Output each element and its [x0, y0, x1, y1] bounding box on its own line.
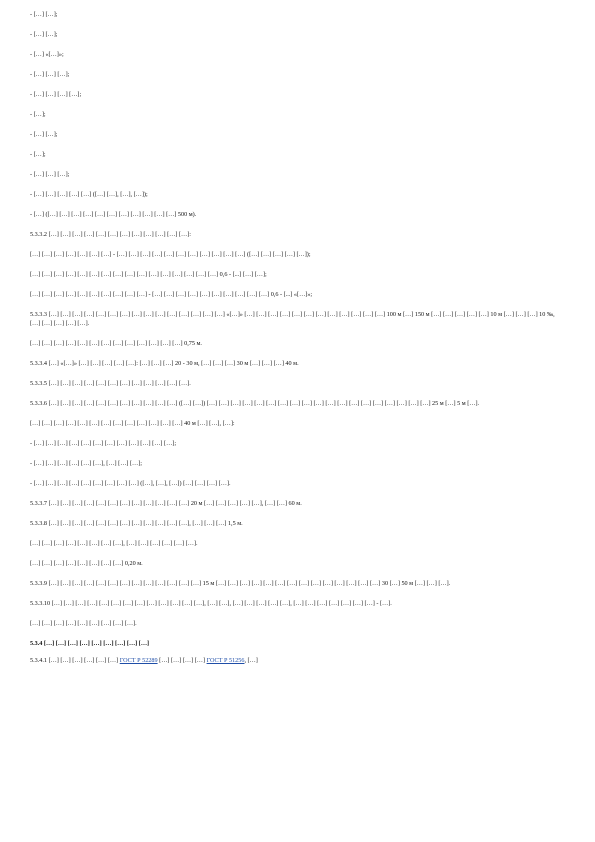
paragraph: 5.3.3.5 […] […] […] […] […] […] […] […] […] […] […] […].: [30, 380, 191, 387]
paragraph: 5.3.3.10 […] […] […] […] […] […] […] […] […] […] […] […] […], […] […], […] […] […] […] […], […] […] […] […] […] […] […] - […].: [30, 600, 392, 607]
paragraph: […] […] […] […] […] […] […] - […] […] […] […] […] […] […] […] […] […] […] ([…] […] […] […] […]);: [30, 251, 311, 258]
paragraph: […] […] […] […] […] […] […] […] […] […] […] […] […] 40 м […] […], […]:: [30, 420, 235, 427]
paragraph: 5.3.3.2 […] […] […] […] […] […] […] […] […] […] […] […]:: [30, 231, 191, 238]
bullet-item: - […] […] […] […] […] […], […] […] […];: [30, 460, 143, 467]
paragraph: 5.3.3.6 […] […] […] […] […] […] […] […] […] […] […] ([…] […]) […] […] […] […] […] […] […] […] […] […] […] […] […] […] […] […] […] […] […] 25 м […] 5 м […].: [30, 400, 480, 407]
paragraph: […] […] […] […] […] […] […] […] […] […] - […] […] […] […] […] […] […] […] […] […] 0,6 - [...] «[…]»;: [30, 291, 313, 298]
paragraph: 5.3.3.4 […] «[…]» […] […] […] […] […]: […] […] […] 20 - 30 м, […] […] […] 30 м […] […] […] 40 м.: [30, 360, 299, 367]
paragraph-text: 5.3.4.1 […] […] […] […] […] […]: [30, 657, 120, 664]
paragraph: 5.3.3.9 […] […] […] […] […] […] […] […] […] […] […] […] […] 15 м […] […] […] […] […] […] […] […] […] […] […] […] […] […] 30 […] 50 м […] […] […].: [30, 580, 451, 587]
bullet-item: - […] ([…] […] […] […] […] […] […] […] […] […] […] 500 м).: [30, 211, 197, 218]
section-heading: 5.3.4 […] […] […] […] […] […] […] […] […]: [30, 640, 150, 647]
bullet-item: - […] […] […] […] […] […] […] […] […] […] […] […];: [30, 440, 177, 447]
paragraph-text: […] […] […] […]: [157, 657, 207, 664]
paragraph: […] […] […] […] […] […] […] […] […] […] […] […] […] […] […] […] 0,6 - [...] […] […];: [30, 271, 267, 278]
paragraph: 5.3.3.3 […] […] […] […] […] […] […] […] […] […] […] […] […] […] […] «[…]» […] […] […] […] […] […] […] […] […] […] […] […] 100 м […] 150 м […] […] […] […] […] 10 м […] […] […] 10 ‰, […] […] […] […] […].: [30, 311, 555, 327]
bullet-item: - […] […];: [30, 131, 58, 138]
gost-link-52289[interactable]: ГОСТ Р 52289: [119, 657, 158, 664]
gost-link-51256[interactable]: ГОСТ Р 51256: [206, 657, 245, 664]
paragraph-with-links: [30, 656, 561, 665]
paragraph-text: , […]: [244, 657, 258, 664]
bullet-item: - […] «[…]»;: [30, 51, 64, 58]
bullet-item: - […] […] […];: [30, 71, 70, 78]
bullet-item: - […];: [30, 111, 46, 118]
bullet-item: - […] […];: [30, 31, 58, 38]
bullet-item: - […] […] […];: [30, 171, 70, 178]
bullet-item: - […] […];: [30, 11, 58, 18]
bullet-item: - […] […] […] […] […] […] […] […] […] ([…], […], […]) […] […] […] […].: [30, 480, 231, 487]
paragraph: […] […] […] […] […] […] […] […] […] […] […] […] […] 0,75 м.: [30, 340, 202, 347]
paragraph: […] […] […] […] […] […] […] […] 0,20 м.: [30, 560, 143, 567]
paragraph: […] […] […] […] […] […] […] […], […] […] […] […] […] […].: [30, 540, 198, 547]
paragraph: […] […] […] […] […] […] […] […] […].: [30, 620, 137, 627]
paragraph: 5.3.3.8 […] […] […] […] […] […] […] […] […] […] […] […], […] […] […] 1,5 м.: [30, 520, 243, 527]
bullet-item: - […] […] […] […];: [30, 91, 82, 98]
bullet-item: - […];: [30, 151, 46, 158]
paragraph: 5.3.3.7 […] […] […] […] […] […] […] […] […] […] […] […] 20 м […] […] […] […] […], […] […] 60 м.: [30, 500, 302, 507]
bullet-item: - […] […] […] […] […] ([…] […], […], […]);: [30, 191, 148, 198]
